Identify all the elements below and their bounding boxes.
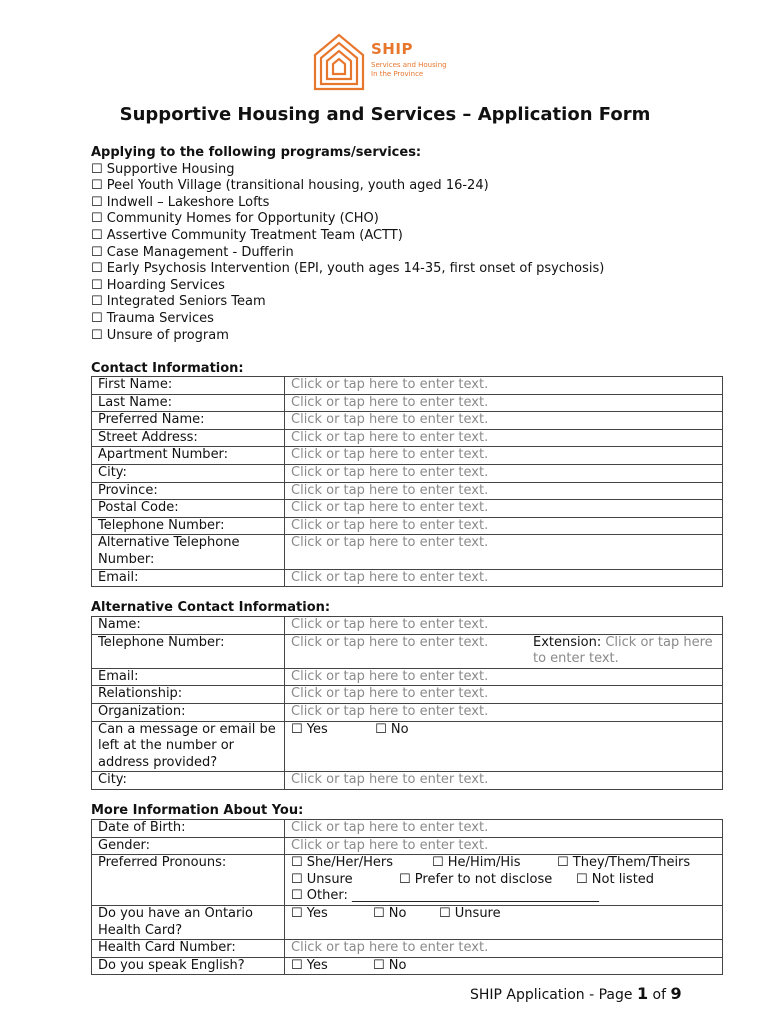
message-no-checkbox[interactable]: ☐ No <box>375 721 409 737</box>
program-checkbox-item[interactable]: ☐ Hoarding Services <box>91 277 225 293</box>
table-row <box>92 394 723 412</box>
contact-field-label: Last Name: <box>92 394 285 412</box>
contact-field-label: Telephone Number: <box>92 517 285 535</box>
table-row <box>92 617 723 635</box>
alt-city-label: City: <box>92 772 285 790</box>
pronouns-label: Preferred Pronouns: <box>92 855 285 906</box>
program-checkbox-item[interactable]: ☐ Integrated Seniors Team <box>91 294 266 310</box>
contact-table <box>91 376 723 587</box>
alt-city-field[interactable]: Click or tap here to enter text. <box>285 772 723 790</box>
more-info-table <box>91 819 723 975</box>
logo-tagline-2: In the Province <box>371 70 424 78</box>
message-yes-checkbox[interactable]: ☐ Yes <box>291 721 328 737</box>
contact-field-input[interactable]: Click or tap here to enter text. <box>285 377 723 395</box>
contact-field-input[interactable]: Click or tap here to enter text. <box>285 394 723 412</box>
alt-contact-table <box>91 616 723 790</box>
table-row <box>92 940 723 958</box>
logo-name: SHIP <box>371 40 413 58</box>
pronoun-she-checkbox[interactable]: ☐ She/Her/Hers <box>291 855 394 871</box>
contact-field-label: Postal Code: <box>92 500 285 518</box>
program-checkbox-item[interactable]: ☐ Case Management - Dufferin <box>91 244 294 260</box>
table-row <box>92 447 723 465</box>
house-logo-icon <box>313 33 365 91</box>
dob-label: Date of Birth: <box>92 820 285 838</box>
contact-field-label: Street Address: <box>92 429 285 447</box>
contact-field-label: Province: <box>92 482 285 500</box>
contact-field-input[interactable]: Click or tap here to enter text. <box>285 447 723 465</box>
table-row <box>92 412 723 430</box>
contact-field-label: City: <box>92 464 285 482</box>
alt-telephone-field[interactable]: Click or tap here to enter text. <box>291 634 489 650</box>
program-checkbox-item[interactable]: ☐ Indwell – Lakeshore Lofts <box>91 194 270 210</box>
extension-field[interactable]: Click or tap here to enter text. <box>533 634 713 667</box>
pronoun-other-checkbox[interactable]: ☐ Other: ______________________________________ <box>291 888 599 904</box>
table-row <box>92 905 723 939</box>
table-row <box>92 517 723 535</box>
alt-contact-section-title: Alternative Contact Information: <box>91 600 331 615</box>
page-title: Supportive Housing and Services – Application Form <box>119 104 651 125</box>
contact-field-label: First Name: <box>92 377 285 395</box>
pronoun-unsure-checkbox[interactable]: ☐ Unsure <box>291 871 353 887</box>
health-card-no-checkbox[interactable]: ☐ No <box>373 905 407 921</box>
footer-of: of <box>648 987 671 1003</box>
table-row <box>92 820 723 838</box>
table-row <box>92 569 723 587</box>
table-row <box>92 634 723 668</box>
contact-field-input[interactable]: Click or tap here to enter text. <box>285 482 723 500</box>
ship-logo <box>313 33 463 91</box>
table-row <box>92 535 723 569</box>
table-row <box>92 429 723 447</box>
pronoun-they-checkbox[interactable]: ☐ They/Them/Theirs <box>557 855 691 871</box>
table-row <box>92 686 723 704</box>
alt-email-label: Email: <box>92 668 285 686</box>
footer-total-pages: 9 <box>670 984 682 1003</box>
dob-field[interactable]: Click or tap here to enter text. <box>285 820 723 838</box>
table-row <box>92 837 723 855</box>
contact-field-input[interactable]: Click or tap here to enter text. <box>285 412 723 430</box>
contact-field-label: Email: <box>92 569 285 587</box>
table-row <box>92 772 723 790</box>
table-row <box>92 377 723 395</box>
programs-list <box>91 145 604 344</box>
alt-email-field[interactable]: Click or tap here to enter text. <box>285 668 723 686</box>
table-row <box>92 500 723 518</box>
contact-field-label: Apartment Number: <box>92 447 285 465</box>
health-card-unsure-checkbox[interactable]: ☐ Unsure <box>439 905 501 921</box>
speak-english-label: Do you speak English? <box>92 957 285 975</box>
contact-field-input[interactable]: Click or tap here to enter text. <box>285 429 723 447</box>
health-card-question-label: Do you have an Ontario Health Card? <box>92 905 285 939</box>
message-ok-label: Can a message or email be left at the number or address provided? <box>92 721 285 772</box>
contact-field-input[interactable]: Click or tap here to enter text. <box>285 535 723 569</box>
more-info-section-title: More Information About You: <box>91 803 304 818</box>
pronoun-he-checkbox[interactable]: ☐ He/Him/His <box>432 855 521 871</box>
program-checkbox-item[interactable]: ☐ Peel Youth Village (transitional housing, youth aged 16-24) <box>91 178 489 194</box>
table-row <box>92 721 723 772</box>
gender-field[interactable]: Click or tap here to enter text. <box>285 837 723 855</box>
logo-tagline-1: Services and Housing <box>371 61 447 69</box>
extension-label: Extension: <box>533 634 602 650</box>
program-checkbox-item[interactable]: ☐ Unsure of program <box>91 327 229 343</box>
table-row <box>92 703 723 721</box>
alt-organization-label: Organization: <box>92 703 285 721</box>
footer-page-number: 1 <box>636 984 649 1003</box>
program-checkbox-item[interactable]: ☐ Trauma Services <box>91 310 214 326</box>
english-yes-checkbox[interactable]: ☐ Yes <box>291 957 328 973</box>
program-checkbox-item[interactable]: ☐ Supportive Housing <box>91 161 235 177</box>
alt-relationship-field[interactable]: Click or tap here to enter text. <box>285 686 723 704</box>
programs-label: Applying to the following programs/services: <box>91 145 422 160</box>
contact-field-label: Preferred Name: <box>92 412 285 430</box>
alt-relationship-label: Relationship: <box>92 686 285 704</box>
english-no-checkbox[interactable]: ☐ No <box>373 957 407 973</box>
pronoun-prefer-not-checkbox[interactable]: ☐ Prefer to not disclose <box>399 871 553 887</box>
program-checkbox-item[interactable]: ☐ Assertive Community Treatment Team (ACTT) <box>91 227 403 243</box>
contact-field-input[interactable]: Click or tap here to enter text. <box>285 464 723 482</box>
contact-section-title: Contact Information: <box>91 361 244 376</box>
program-checkbox-item[interactable]: ☐ Community Homes for Opportunity (CHO) <box>91 211 379 227</box>
table-row <box>92 855 723 906</box>
alt-telephone-label: Telephone Number: <box>92 634 285 668</box>
health-card-number-field[interactable]: Click or tap here to enter text. <box>285 940 723 958</box>
health-card-number-label: Health Card Number: <box>92 940 285 958</box>
page-footer <box>470 984 682 1003</box>
program-checkbox-item[interactable]: ☐ Early Psychosis Intervention (EPI, youth ages 14-35, first onset of psychosis) <box>91 261 605 277</box>
pronoun-not-listed-checkbox[interactable]: ☐ Not listed <box>576 871 655 887</box>
contact-field-input[interactable]: Click or tap here to enter text. <box>285 500 723 518</box>
alt-name-field[interactable]: Click or tap here to enter text. <box>285 617 723 635</box>
contact-field-input[interactable]: Click or tap here to enter text. <box>285 569 723 587</box>
contact-field-label: Alternative Telephone Number: <box>92 535 285 569</box>
table-row <box>92 464 723 482</box>
gender-label: Gender: <box>92 837 285 855</box>
contact-field-input[interactable]: Click or tap here to enter text. <box>285 517 723 535</box>
table-row <box>92 482 723 500</box>
table-row <box>92 957 723 975</box>
footer-text: SHIP Application - Page <box>470 987 637 1003</box>
health-card-yes-checkbox[interactable]: ☐ Yes <box>291 905 328 921</box>
alt-name-label: Name: <box>92 617 285 635</box>
alt-organization-field[interactable]: Click or tap here to enter text. <box>285 703 723 721</box>
table-row <box>92 668 723 686</box>
